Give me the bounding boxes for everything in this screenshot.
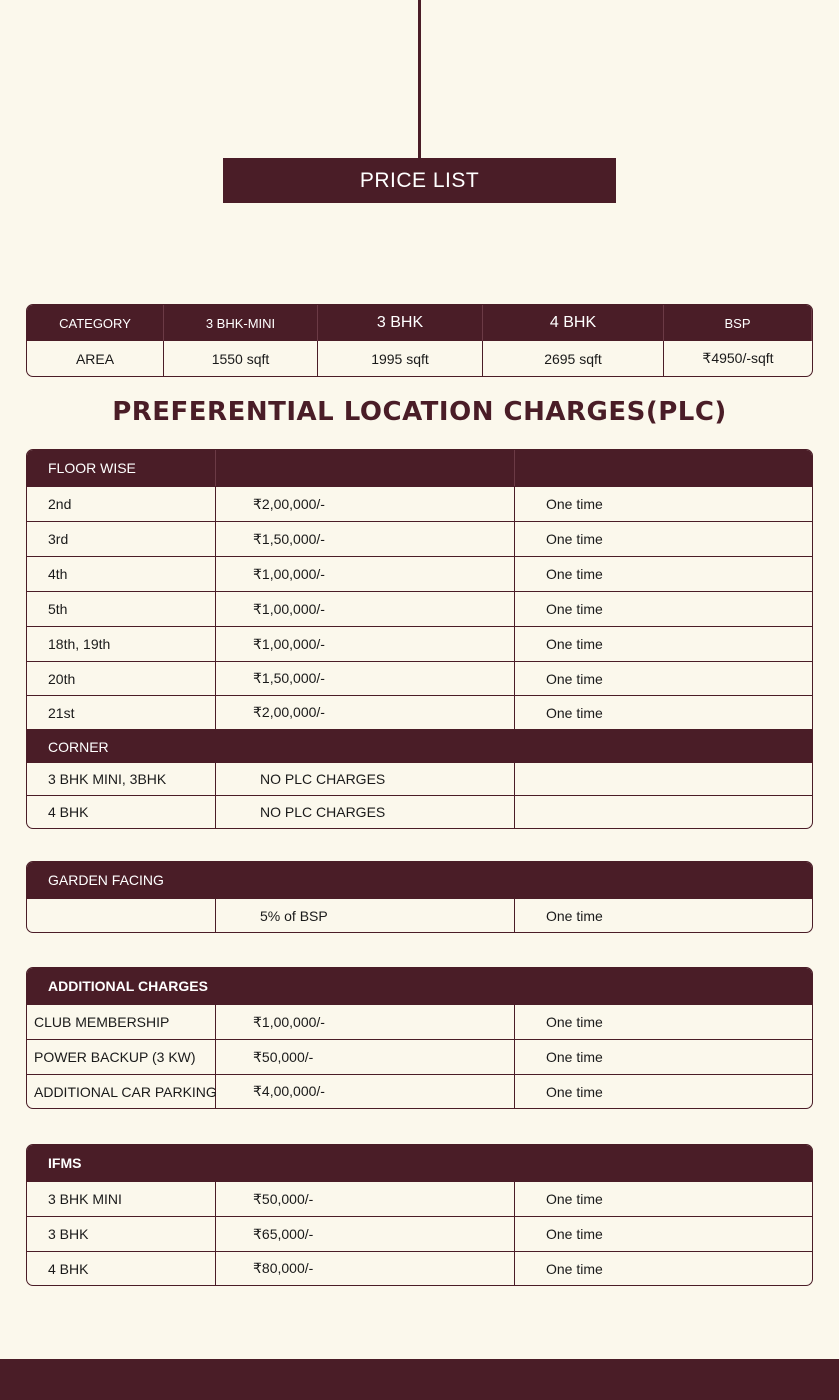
charge-frequency: One time <box>546 1014 603 1030</box>
corner-frequency <box>515 796 812 828</box>
additional-charges-header: ADDITIONAL CHARGES <box>27 968 812 1004</box>
floor-frequency: One time <box>546 704 603 721</box>
floor-frequency: One time <box>546 670 603 687</box>
table-row <box>27 1074 812 1108</box>
header-category: CATEGORY <box>27 305 164 341</box>
corner-frequency <box>515 763 812 795</box>
header-4bhk: 4 BHK <box>483 305 664 341</box>
ifms-amount: ₹50,000/- <box>216 1182 515 1216</box>
ifms-frequency: One time <box>546 1260 603 1277</box>
charge-label: POWER BACKUP (3 KW) <box>27 1040 216 1074</box>
table-row <box>27 1004 812 1039</box>
table-row <box>27 486 812 521</box>
charge-frequency: One time <box>546 1049 603 1065</box>
plc-heading: PREFERENTIAL LOCATION CHARGES(PLC) <box>112 397 727 427</box>
corner-header <box>27 729 812 763</box>
floor-label: 5th <box>27 592 216 626</box>
garden-label <box>27 899 216 933</box>
floor-charge: ₹1,50,000/- <box>216 522 515 556</box>
garden-facing-header: GARDEN FACING <box>27 862 812 898</box>
plc-table <box>26 449 813 829</box>
area-label: AREA <box>27 341 164 376</box>
charge-amount: ₹4,00,000/- <box>216 1075 515 1108</box>
table-row <box>27 763 812 795</box>
ifms-frequency: One time <box>546 1191 603 1207</box>
charge-label: CLUB MEMBERSHIP <box>27 1005 216 1039</box>
corner-charge: NO PLC CHARGES <box>216 763 515 795</box>
decorative-hanging-line <box>418 0 421 160</box>
header-empty-cell <box>216 450 515 486</box>
corner-label: 4 BHK <box>27 796 216 828</box>
table-row <box>27 1039 812 1074</box>
floor-charge: ₹2,00,000/- <box>216 696 515 729</box>
table-row <box>27 1181 812 1216</box>
table-row <box>27 695 812 729</box>
charge-frequency: One time <box>546 1083 603 1100</box>
ifms-table <box>26 1144 813 1286</box>
table-row <box>27 1251 812 1285</box>
floor-label: 18th, 19th <box>27 627 216 661</box>
floor-wise-header-row <box>27 450 812 486</box>
floor-frequency: One time <box>546 601 603 617</box>
table-row <box>27 591 812 626</box>
ifms-amount: ₹65,000/- <box>216 1217 515 1251</box>
bsp-value: ₹4950/-sqft <box>702 350 774 366</box>
additional-charges-table <box>26 967 813 1109</box>
ifms-label: 3 BHK MINI <box>27 1182 216 1216</box>
floor-charge: ₹1,00,000/- <box>216 592 515 626</box>
header-bsp: BSP <box>664 305 812 341</box>
floor-charge: ₹1,50,000/- <box>216 662 515 695</box>
footer-bar <box>0 1359 839 1400</box>
corner-charge: NO PLC CHARGES <box>216 796 515 828</box>
table-row <box>27 626 812 661</box>
floor-charge: ₹1,00,000/- <box>216 627 515 661</box>
table-row <box>27 521 812 556</box>
table-row <box>27 661 812 695</box>
floor-frequency: One time <box>546 566 603 582</box>
area-3bhk: 1995 sqft <box>318 341 483 376</box>
table-row <box>27 795 812 828</box>
floor-label: 21st <box>27 696 216 729</box>
floor-frequency: One time <box>546 636 603 652</box>
price-table <box>26 304 813 377</box>
floor-wise-header: FLOOR WISE <box>27 450 216 486</box>
ifms-header: IFMS <box>27 1145 812 1181</box>
floor-frequency: One time <box>546 496 603 512</box>
floor-label: 2nd <box>27 487 216 521</box>
header-3bhk-mini: 3 BHK-MINI <box>164 305 318 341</box>
corner-label: 3 BHK MINI, 3BHK <box>27 763 216 795</box>
floor-charge: ₹2,00,000/- <box>216 487 515 521</box>
floor-label: 4th <box>27 557 216 591</box>
ifms-frequency: One time <box>546 1226 603 1242</box>
header-3bhk: 3 BHK <box>318 305 483 341</box>
area-3bhk-mini: 1550 sqft <box>164 341 318 376</box>
floor-label: 3rd <box>27 522 216 556</box>
corner-header-label: CORNER <box>48 738 109 755</box>
ifms-label: 3 BHK <box>27 1217 216 1251</box>
garden-facing-table <box>26 861 813 933</box>
page-title: PRICE LIST <box>223 158 616 203</box>
area-4bhk: 2695 sqft <box>483 341 664 376</box>
floor-charge: ₹1,00,000/- <box>216 557 515 591</box>
table-row <box>27 556 812 591</box>
charge-label: ADDITIONAL CAR PARKING <box>27 1075 216 1108</box>
ifms-label: 4 BHK <box>27 1252 216 1285</box>
table-row <box>27 898 812 933</box>
garden-frequency: One time <box>546 908 603 924</box>
charge-amount: ₹50,000/- <box>216 1040 515 1074</box>
table-row <box>27 1216 812 1251</box>
charge-amount: ₹1,00,000/- <box>216 1005 515 1039</box>
garden-charge: 5% of BSP <box>216 899 515 933</box>
floor-frequency: One time <box>546 531 603 547</box>
floor-label: 20th <box>27 662 216 695</box>
ifms-amount: ₹80,000/- <box>216 1252 515 1285</box>
header-empty-cell <box>515 450 812 486</box>
